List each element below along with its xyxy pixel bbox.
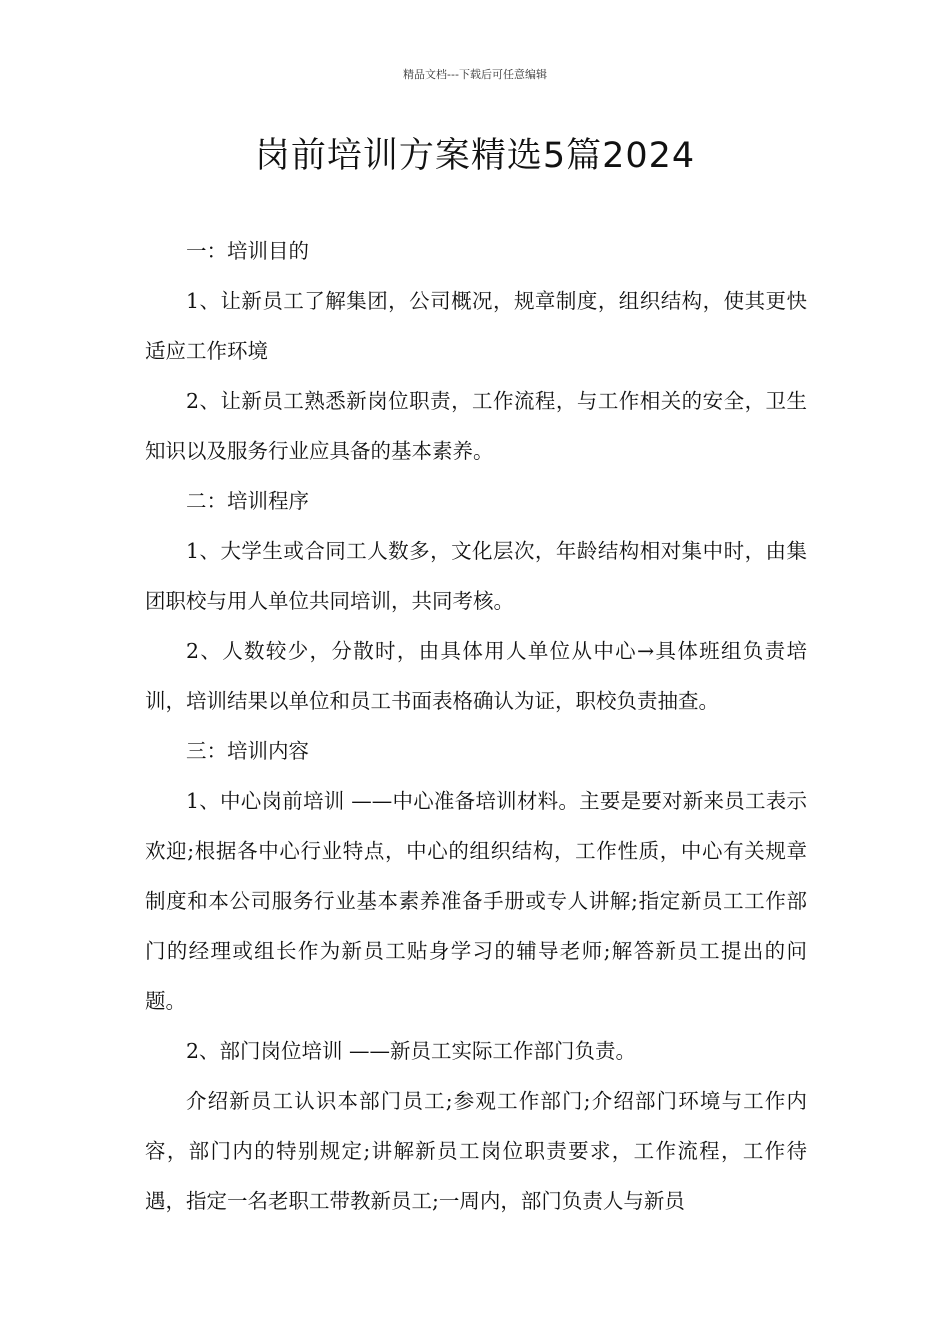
paragraph: 1、中心岗前培训 ——中心准备培训材料。主要是要对新来员工表示欢迎;根据各中心行业特点，中心的组织结构，工作性质，中心有关规章制度和本公司服务行业基本素养准备手册或专人讲解;指定新员工工作部门的经理或组长作为新员工贴身学习的辅导老师;解答新员工提出的问题。 [145,789,807,1013]
paragraph: 2、人数较少，分散时，由具体用人单位从中心→具体班组负责培训，培训结果以单位和员工书面表格确认为证，职校负责抽查。 [145,639,807,713]
section-heading-purpose: 一：培训目的 [186,239,309,263]
document-body [145,226,807,1226]
document-title: 岗前培训方案精选5篇2024 [254,136,696,176]
section-heading-content: 三：培训内容 [186,739,309,763]
page-header-note: 精品文档---下载后可任意编辑 [403,68,547,81]
paragraph: 介绍新员工认识本部门员工;参观工作部门;介绍部门环境与工作内容，部门内的特别规定;讲解新员工岗位职责要求，工作流程，工作待遇，指定一名老职工带教新员工;一周内，部门负责人与新员 [145,1089,807,1213]
paragraph: 2、部门岗位培训 ——新员工实际工作部门负责。 [186,1039,637,1063]
paragraph: 2、让新员工熟悉新岗位职责，工作流程，与工作相关的安全，卫生知识以及服务行业应具备的基本素养。 [145,389,807,463]
section-heading-procedure: 二：培训程序 [186,489,309,513]
paragraph: 1、大学生或合同工人数多，文化层次，年龄结构相对集中时，由集团职校与用人单位共同培训，共同考核。 [145,539,807,613]
paragraph: 1、让新员工了解集团，公司概况，规章制度，组织结构，使其更快适应工作环境 [145,289,807,363]
